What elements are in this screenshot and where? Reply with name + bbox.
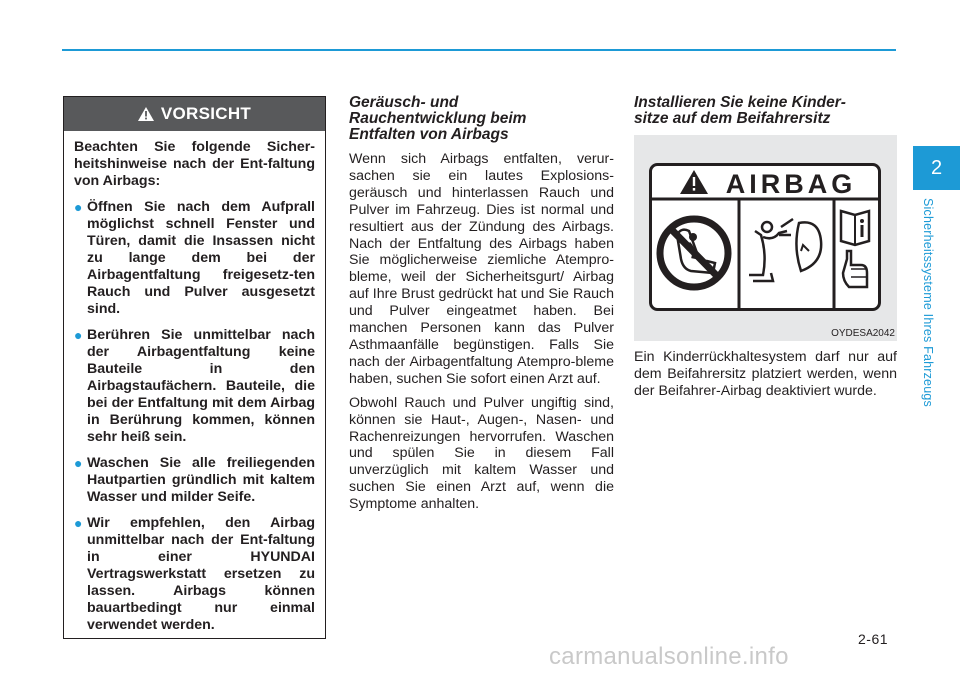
caution-header	[64, 97, 325, 131]
caution-title: VORSICHT	[160, 104, 252, 123]
section-heading-child-seat: Installieren Sie keine Kinder- sitze auf dem Beifahrersitz	[634, 94, 846, 127]
caution-body	[64, 131, 325, 634]
page-number: 2-61	[858, 631, 889, 647]
bullet-icon: ●	[74, 515, 83, 531]
chapter-tab	[913, 146, 960, 190]
caution-box	[63, 96, 326, 639]
chapter-side-title	[921, 198, 951, 438]
list-item: ● Waschen Sie alle freiliegenden Hautpartien gründlich mit kaltem Wasser und milder Seife.	[74, 455, 315, 505]
section-heading-noise-smoke: Geräusch- und Rauchentwicklung beim Entfalten von Airbags	[349, 94, 527, 143]
body-paragraph: Ein Kinderrückhaltesystem darf nur auf dem Beifahrersitz platziert werden, wenn der Beifahrer-Airbag deaktiviert wurde.	[634, 349, 897, 399]
airbag-warning-figure	[634, 135, 897, 341]
bullet-icon: ●	[74, 199, 83, 215]
body-paragraph: Wenn sich Airbags entfalten, verur-sachen sie ein lautes Explosions-geräusch und hinterlassen Rauch und Pulver im Fahrzeug. Dies ist normal und resultiert aus der Zündung des Airbags. Nach der Entfaltung des Airbags haben Sie möglicherweise ziemliche Atempro-bleme, weil der Sicherheitsgurt/ Airbag auf Ihre Brust gedrückt hat und Sie Rauch und Pulver eingeatmet haben. Bei manchen Personen kann das Pulver Asthmaanfälle begünstigen. Falls Sie nach der Airbagentfaltung Atempro-bleme haben, suchen Sie sofort einen Arzt auf.	[349, 151, 614, 387]
figure-code: OYDESA2042	[831, 328, 895, 339]
top-rule	[62, 49, 896, 51]
airbag-warning-label	[649, 163, 881, 311]
watermark: carmanualsonline.info	[549, 643, 789, 670]
middle-column	[349, 95, 614, 520]
manual-info-icon	[841, 211, 869, 245]
chapter-title: Sicherheitssysteme Ihres Fahrzeugs	[921, 198, 935, 407]
list-item: ● Öffnen Sie nach dem Aufprall möglichst schnell Fenster und Türen, damit die Insassen nicht zu lange dem bei der Airbagentfaltung freigesetz-ten Rauch und Pulver ausgesetzt sind.	[74, 199, 315, 317]
bullet-icon: ●	[74, 455, 83, 471]
caution-intro: Beachten Sie folgende Sicher-heitshinweise nach der Ent-faltung von Airbags:	[74, 139, 315, 189]
list-item: ● Berühren Sie unmittelbar nach der Airbagentfaltung keine Bauteile in den Airbagstaufächern. Bauteile, die bei der Entfaltung mit dem Airbag in Berührung kommen, können sehr heiß sein.	[74, 327, 315, 445]
airbag-label-text: AIRBAG	[725, 169, 857, 199]
right-column	[634, 95, 897, 407]
bullet-icon: ●	[74, 327, 83, 343]
list-item: ● Wir empfehlen, den Airbag unmittelbar nach der Ent-faltung in einer HYUNDAI Vertragswerkstatt ersetzen zu lassen. Airbags können bauartbedingt nur einmal verwendet werden.	[74, 515, 315, 633]
body-paragraph: Obwohl Rauch und Pulver ungiftig sind, können sie Haut-, Augen-, Nasen- und Rachenreizungen hervorrufen. Waschen und spülen Sie in diesem Fall unverzüglich mit kaltem Wasser und suchen Sie einen Arzt auf, wenn die Symptome anhalten.	[349, 394, 614, 513]
caution-list	[74, 199, 315, 634]
chapter-number: 2	[930, 156, 943, 179]
warning-triangle-icon	[138, 107, 154, 121]
